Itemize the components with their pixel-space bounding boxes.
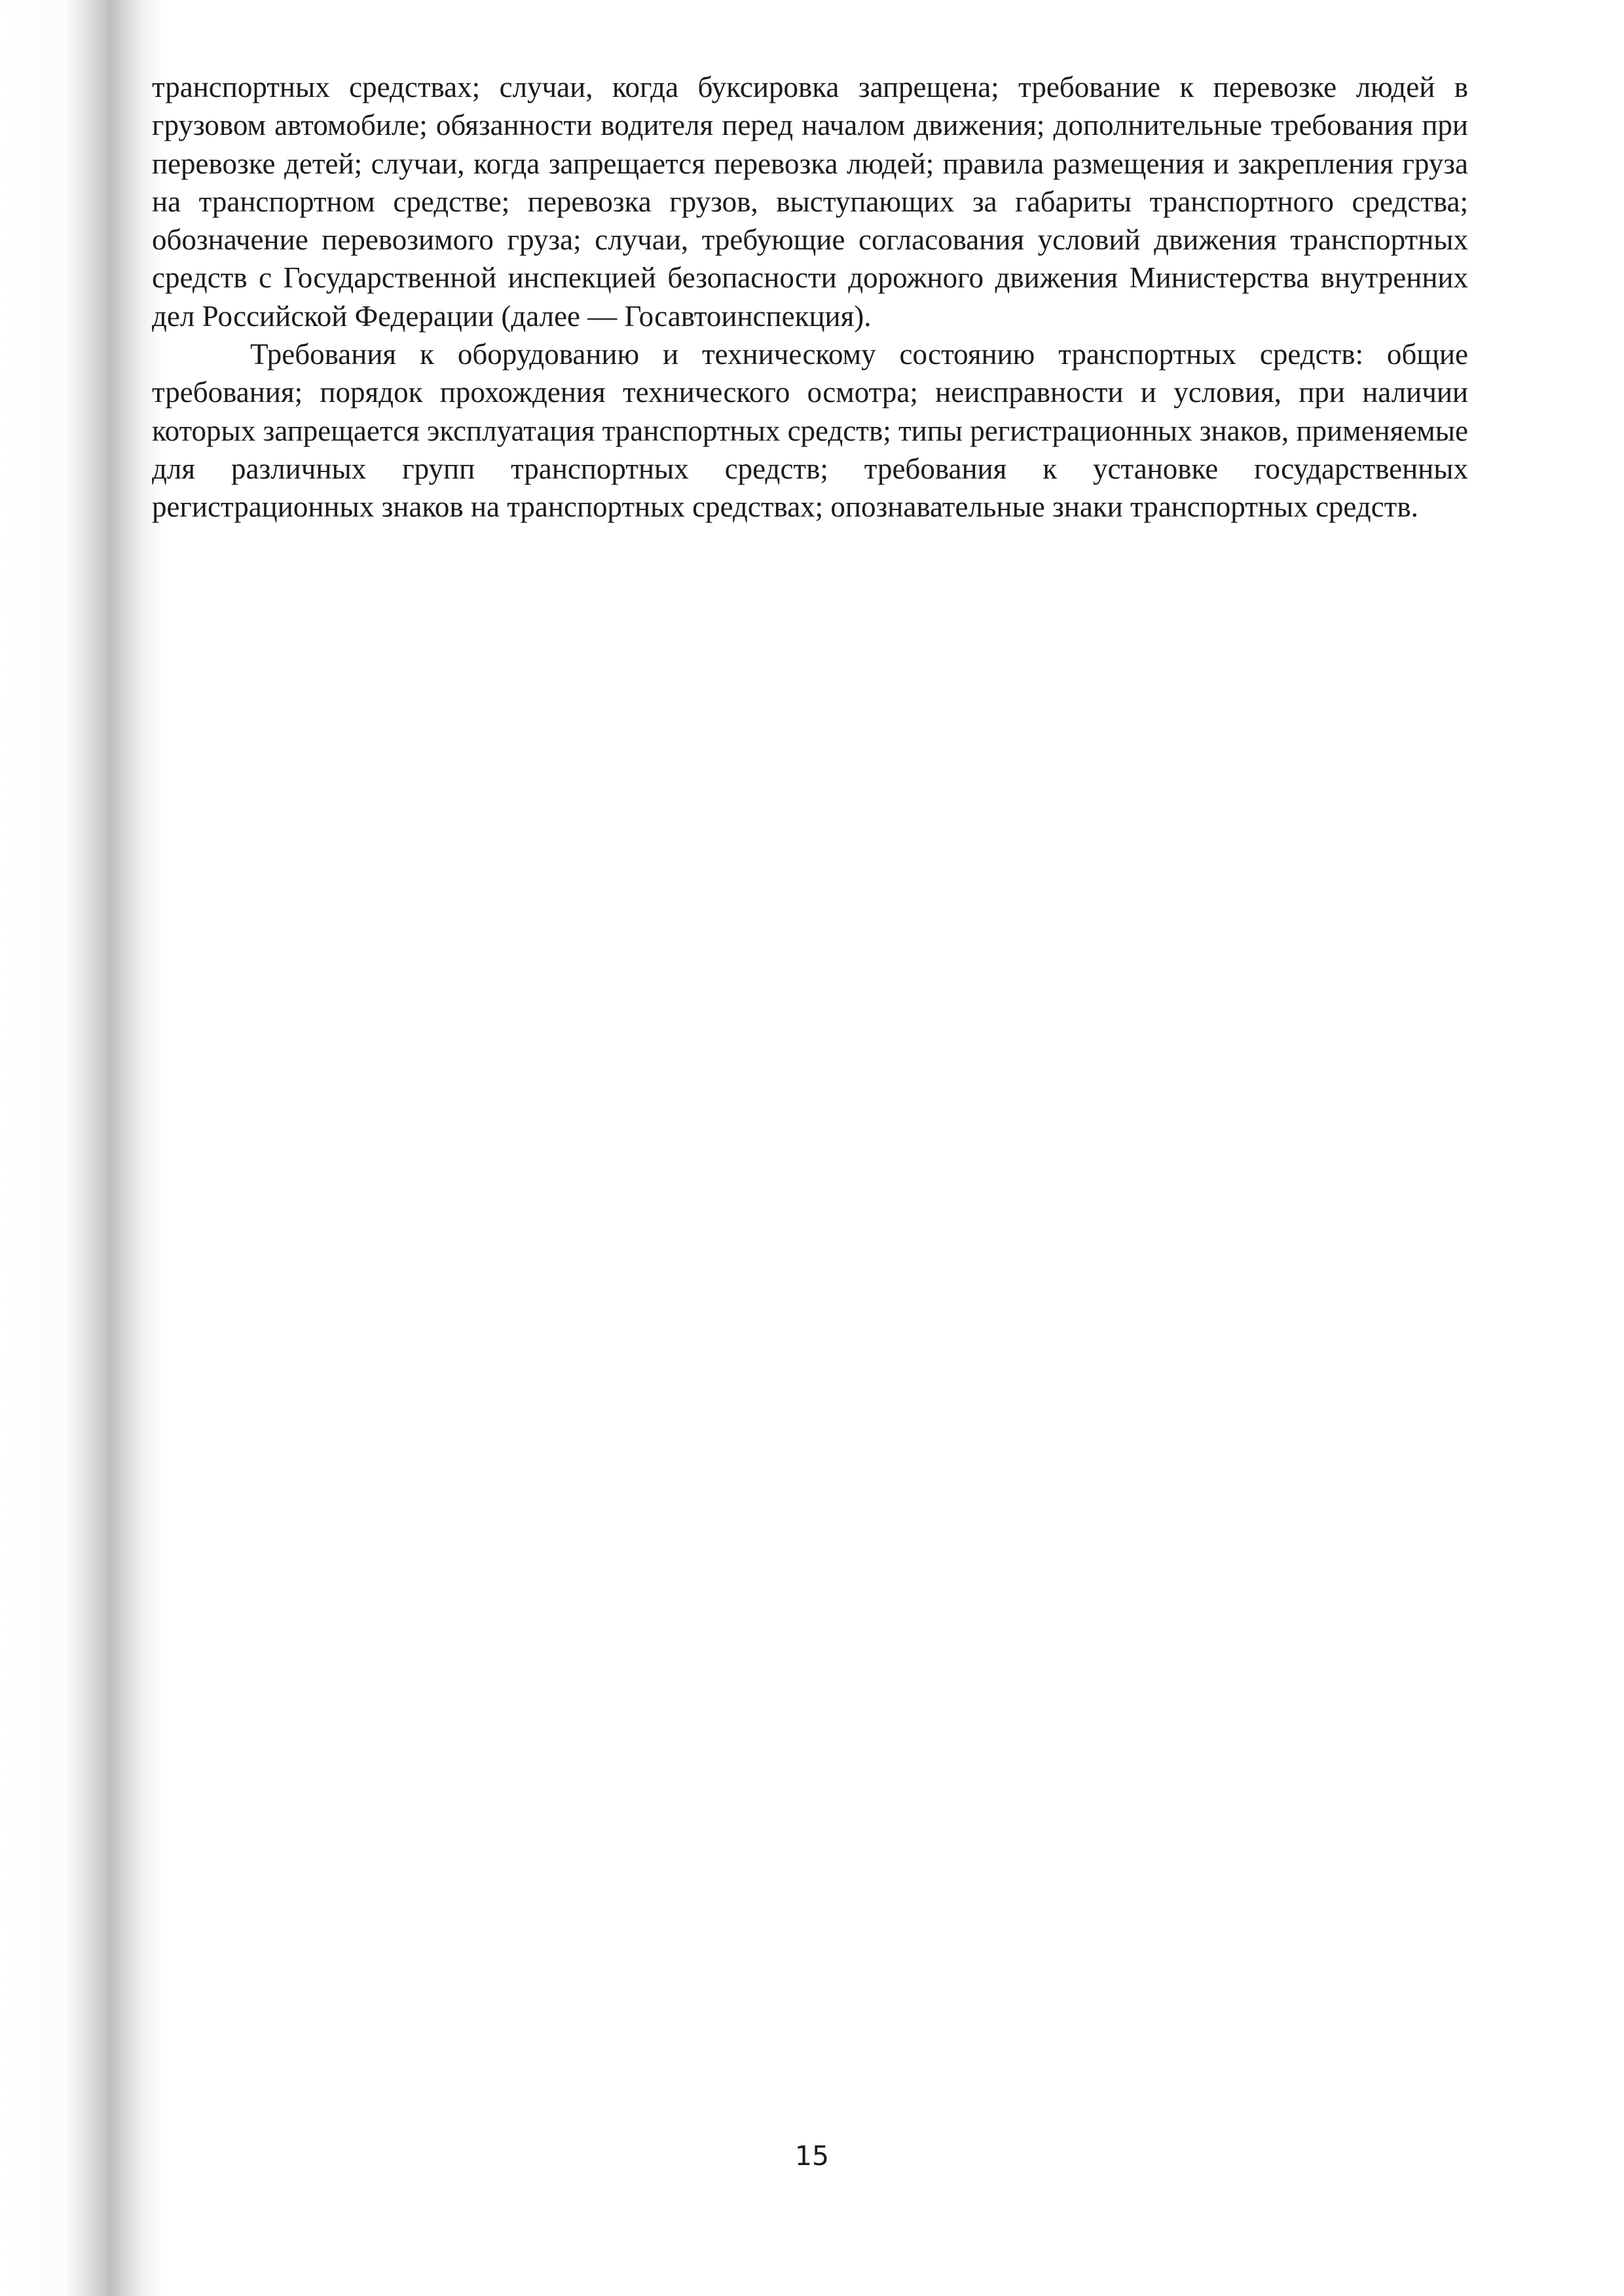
page-number: 15 (794, 2140, 830, 2172)
scan-binding-shadow (0, 0, 164, 2296)
paragraph-continuation: транспортных средствах; случаи, когда буксировка запрещена; требование к перевозке людей в грузовом автомобиле; обязанности водителя перед началом движения; дополнительные требования при перевозке детей; случаи, когда запрещается перевозка людей; правила размещения и закрепления груза на транспортном средстве; перевозка грузов, выступающих за габариты транспортного средства; обозначение перевозимого груза; случаи, требующие согласования условий движения транспортных средств с Государственной инспекцией безопасности дорожного движения Министерства внутренних дел Российской Федерации (далее — Госавтоинспекция). (152, 71, 1468, 333)
paragraph-vehicle-requirements: Требования к оборудованию и техническому состоянию транспортных средств: общие требования; порядок прохождения технического осмотра; неисправности и условия, при наличии которых запрещается эксплуатация транспортных средств; типы регистрационных знаков, применяемые для различных групп транспортных средств; требования к установке государственных регистрационных знаков на транспортных средствах; опознавательные знаки транспортных средств. (152, 338, 1468, 524)
document-body (152, 68, 1468, 526)
